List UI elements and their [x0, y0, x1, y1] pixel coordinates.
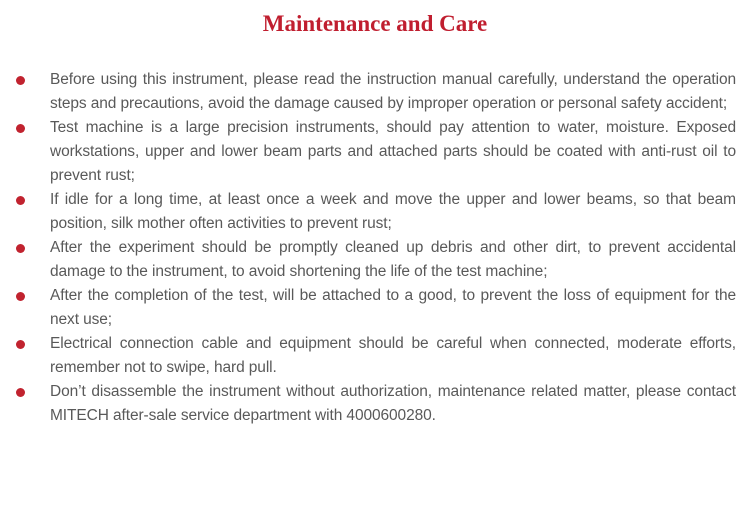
page-title: Maintenance and Care: [262, 11, 488, 36]
page: [0, 10, 750, 524]
list-item: [16, 284, 736, 332]
list-item-text: Before using this instrument, please read the instruction manual carefully, understand the operation steps and precautions, avoid the damage caused by improper operation or personal safety accident;: [50, 71, 736, 112]
list-item-text: Test machine is a large precision instruments, should pay attention to water, moisture. Exposed workstations, upper and lower beam parts and attached parts should be coated with anti-rust oil to prevent rust;: [50, 119, 736, 184]
bullet-icon: [16, 292, 25, 301]
bullet-icon: [16, 388, 25, 397]
bullet-icon: [16, 196, 25, 205]
list-item: [16, 332, 736, 380]
bullet-icon: [16, 244, 25, 253]
bullet-icon: [16, 124, 25, 133]
list-item-text: Electrical connection cable and equipment should be careful when connected, moderate efforts, remember not to swipe, hard pull.: [50, 335, 736, 376]
bullet-icon: [16, 76, 25, 85]
list-item-text: After the experiment should be promptly cleaned up debris and other dirt, to prevent accidental damage to the instrument, to avoid shortening the life of the test machine;: [50, 239, 736, 280]
bullet-icon: [16, 340, 25, 349]
maintenance-list: [0, 68, 750, 428]
list-item: [16, 188, 736, 236]
list-item-text: Don’t disassemble the instrument without authorization, maintenance related matter, please contact MITECH after-sale service department with 4000600280.: [50, 383, 736, 424]
list-item: [16, 68, 736, 116]
list-item: [16, 116, 736, 188]
list-item: [16, 380, 736, 428]
list-item: [16, 236, 736, 284]
list-item-text: After the completion of the test, will be attached to a good, to prevent the loss of equipment for the next use;: [50, 287, 736, 328]
list-item-text: If idle for a long time, at least once a week and move the upper and lower beams, so that beam position, silk mother often activities to prevent rust;: [50, 191, 736, 232]
